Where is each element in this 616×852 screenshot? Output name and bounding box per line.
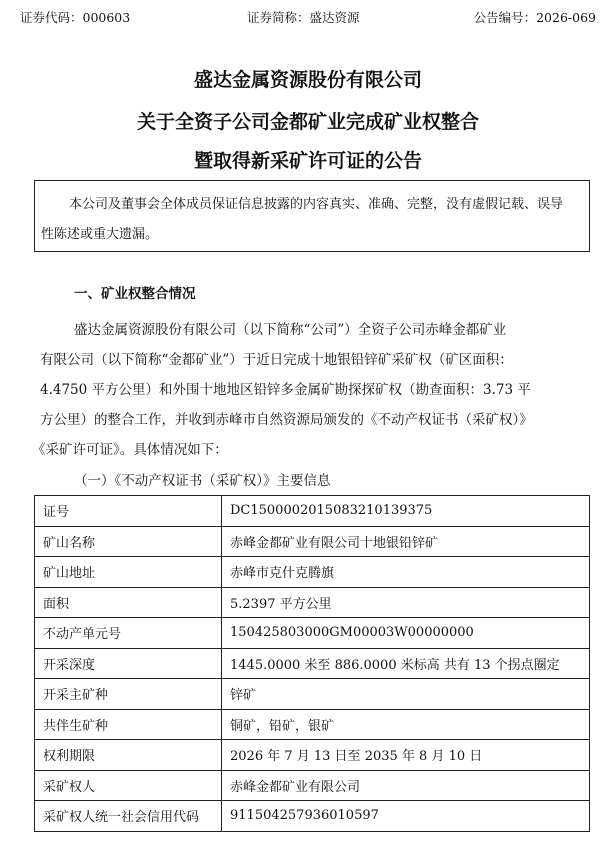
table-row bbox=[35, 496, 590, 527]
table-key: 矿山名称 bbox=[35, 526, 222, 557]
disclosure-notice-box bbox=[34, 180, 590, 252]
table-value: 2026 年 7 月 13 日至 2035 年 8 月 10 日 bbox=[222, 740, 590, 771]
table-row bbox=[35, 648, 590, 679]
table-key: 采矿权人统一社会信用代码 bbox=[35, 801, 222, 832]
paragraph-line: 《采矿许可证》。具体情况如下： bbox=[32, 442, 228, 458]
stock-code: 证券代码：000603 bbox=[20, 10, 131, 25]
table-value: 赤峰金都矿业有限公司 bbox=[222, 770, 590, 801]
table-key: 开采深度 bbox=[35, 648, 222, 679]
document-header bbox=[20, 8, 596, 28]
notice-line-1: 本公司及董事会全体成员保证信息披露的内容真实、准确、完整，没有虚假记载、误导 bbox=[69, 197, 564, 212]
table-row bbox=[35, 679, 590, 710]
stock-name: 证券简称：盛达资源 bbox=[247, 10, 360, 25]
table-value: 赤峰金都矿业有限公司十地银铅锌矿 bbox=[222, 526, 590, 557]
sub-heading: （一）《不动产权证书（采矿权）》主要信息 bbox=[74, 473, 331, 489]
table-value: DC1500002015083210139375 bbox=[222, 496, 590, 527]
table-key: 面积 bbox=[35, 587, 222, 618]
table-value: 赤峰市克什克腾旗 bbox=[222, 557, 590, 588]
table-row bbox=[35, 740, 590, 771]
table-key: 不动产单元号 bbox=[35, 618, 222, 649]
notice-line-2: 性陈述或重大遗漏。 bbox=[41, 227, 159, 242]
table-value: 911504257936010597 bbox=[222, 801, 590, 832]
section-heading: 一、矿业权整合情况 bbox=[74, 286, 196, 302]
table-value: 150425803000GM00003W00000000 bbox=[222, 618, 590, 649]
paragraph-line: 有限公司（以下简称“金都矿业”）于近日完成十地银铅锌矿采矿权（矿区面积： bbox=[40, 352, 513, 368]
table-key: 采矿权人 bbox=[35, 770, 222, 801]
paragraph-line: 方公里）的整合工作，并收到赤峰市自然资源局颁发的《不动产权证书（采矿权）》 bbox=[40, 412, 533, 428]
company-title: 盛达金属资源股份有限公司 bbox=[193, 69, 422, 91]
table-value: 1445.0000 米至 886.0000 米标高 共有 13 个拐点圈定 bbox=[222, 648, 590, 679]
table-value: 锌矿 bbox=[222, 679, 590, 710]
paragraph-line: 4.4750 平方公里）和外围十地地区铅锌多金属矿勘探探矿权（勘查面积：3.73 平 bbox=[40, 382, 531, 398]
announcement-title-line-2: 暨取得新采矿许可证的公告 bbox=[193, 150, 422, 172]
table-row bbox=[35, 557, 590, 588]
table-value: 铜矿，铅矿，银矿 bbox=[222, 709, 590, 740]
table-key: 共伴生矿种 bbox=[35, 709, 222, 740]
property-certificate-table bbox=[34, 495, 590, 832]
paragraph-line: 盛达金属资源股份有限公司（以下简称“公司”）全资子公司赤峰金都矿业 bbox=[74, 322, 507, 338]
table-row bbox=[35, 526, 590, 557]
table-row bbox=[35, 770, 590, 801]
table-row bbox=[35, 587, 590, 618]
table-row bbox=[35, 709, 590, 740]
table-key: 矿山地址 bbox=[35, 557, 222, 588]
announcement-title-line-1: 关于全资子公司金都矿业完成矿业权整合 bbox=[136, 111, 479, 133]
announcement-number: 公告编号：2026-069 bbox=[473, 10, 596, 25]
table-key: 开采主矿种 bbox=[35, 679, 222, 710]
table-row bbox=[35, 801, 590, 832]
table-value: 5.2397 平方公里 bbox=[222, 587, 590, 618]
table-key: 证号 bbox=[35, 496, 222, 527]
table-key: 权利期限 bbox=[35, 740, 222, 771]
table-row bbox=[35, 618, 590, 649]
